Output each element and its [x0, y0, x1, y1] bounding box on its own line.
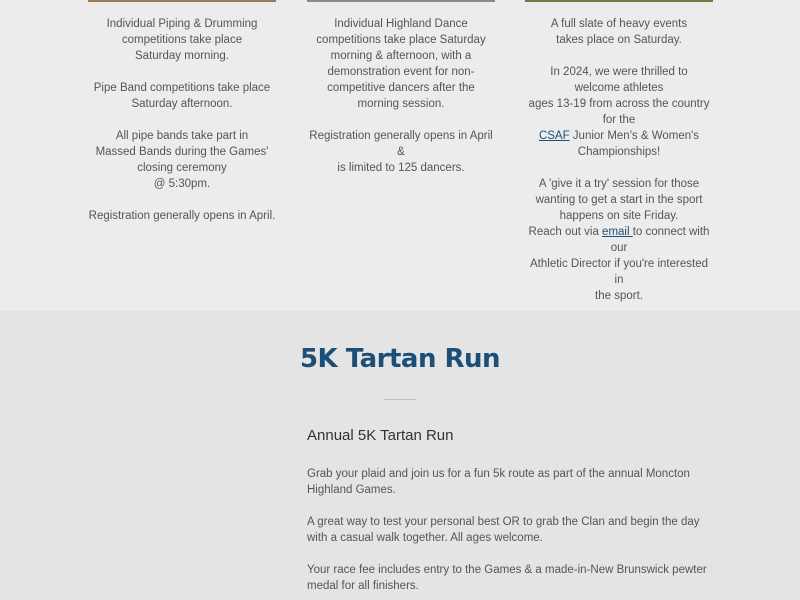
tartan-run-section [0, 311, 800, 600]
section-title: 5K Tartan Run [299, 344, 501, 374]
try-session-info: A 'give it a try' session for those wanting to get a start in the sport happens on site Friday. Reach out via email to connect with our Athletic Director if you're interested in the sport. [528, 178, 710, 302]
column-image-edge [307, 0, 495, 2]
run-paragraph: A great way to test your personal best OR to grab the Clan and begin the day with a casual walk together. All ages welcome. [307, 516, 700, 544]
heavy-events-info: A full slate of heavy events takes place on Saturday. [550, 18, 688, 46]
highland-dance-column [306, 0, 496, 192]
email-link[interactable]: email [602, 226, 633, 238]
dance-info: Individual Highland Dance competitions take place Saturday morning & afternoon, with a demonstration event for non- competitive dancers after the morning session. [316, 18, 486, 110]
column-image-edge [525, 0, 713, 2]
piping-registration: Registration generally opens in April. [88, 210, 276, 222]
piping-info-1: Individual Piping & Drumming competitions take place Saturday morning. [106, 18, 258, 62]
run-description [307, 466, 717, 600]
run-subtitle: Annual 5K Tartan Run [307, 427, 454, 444]
piping-drumming-column [87, 0, 277, 240]
heavy-events-column [524, 0, 714, 320]
piping-info-3: All pipe bands take part in Massed Bands during the Games' closing ceremony @ 5:30pm. [95, 130, 269, 190]
dance-registration: Registration generally opens in April & is limited to 125 dancers. [309, 130, 493, 174]
run-paragraph: Your race fee includes entry to the Games & a made-in-New Brunswick pewter medal for all finishers. [307, 564, 707, 592]
column-image-edge [88, 0, 276, 2]
csaf-link[interactable]: CSAF [538, 130, 570, 142]
championship-info: In 2024, we were thrilled to welcome athletes ages 13-19 from across the country for the CSAF Junior Men's & Women's Championships! [528, 66, 710, 158]
piping-info-2: Pipe Band competitions take place Saturday afternoon. [93, 82, 271, 110]
title-divider [384, 399, 416, 400]
run-paragraph: Grab your plaid and join us for a fun 5k route as part of the annual Moncton Highland Games. [307, 468, 690, 496]
